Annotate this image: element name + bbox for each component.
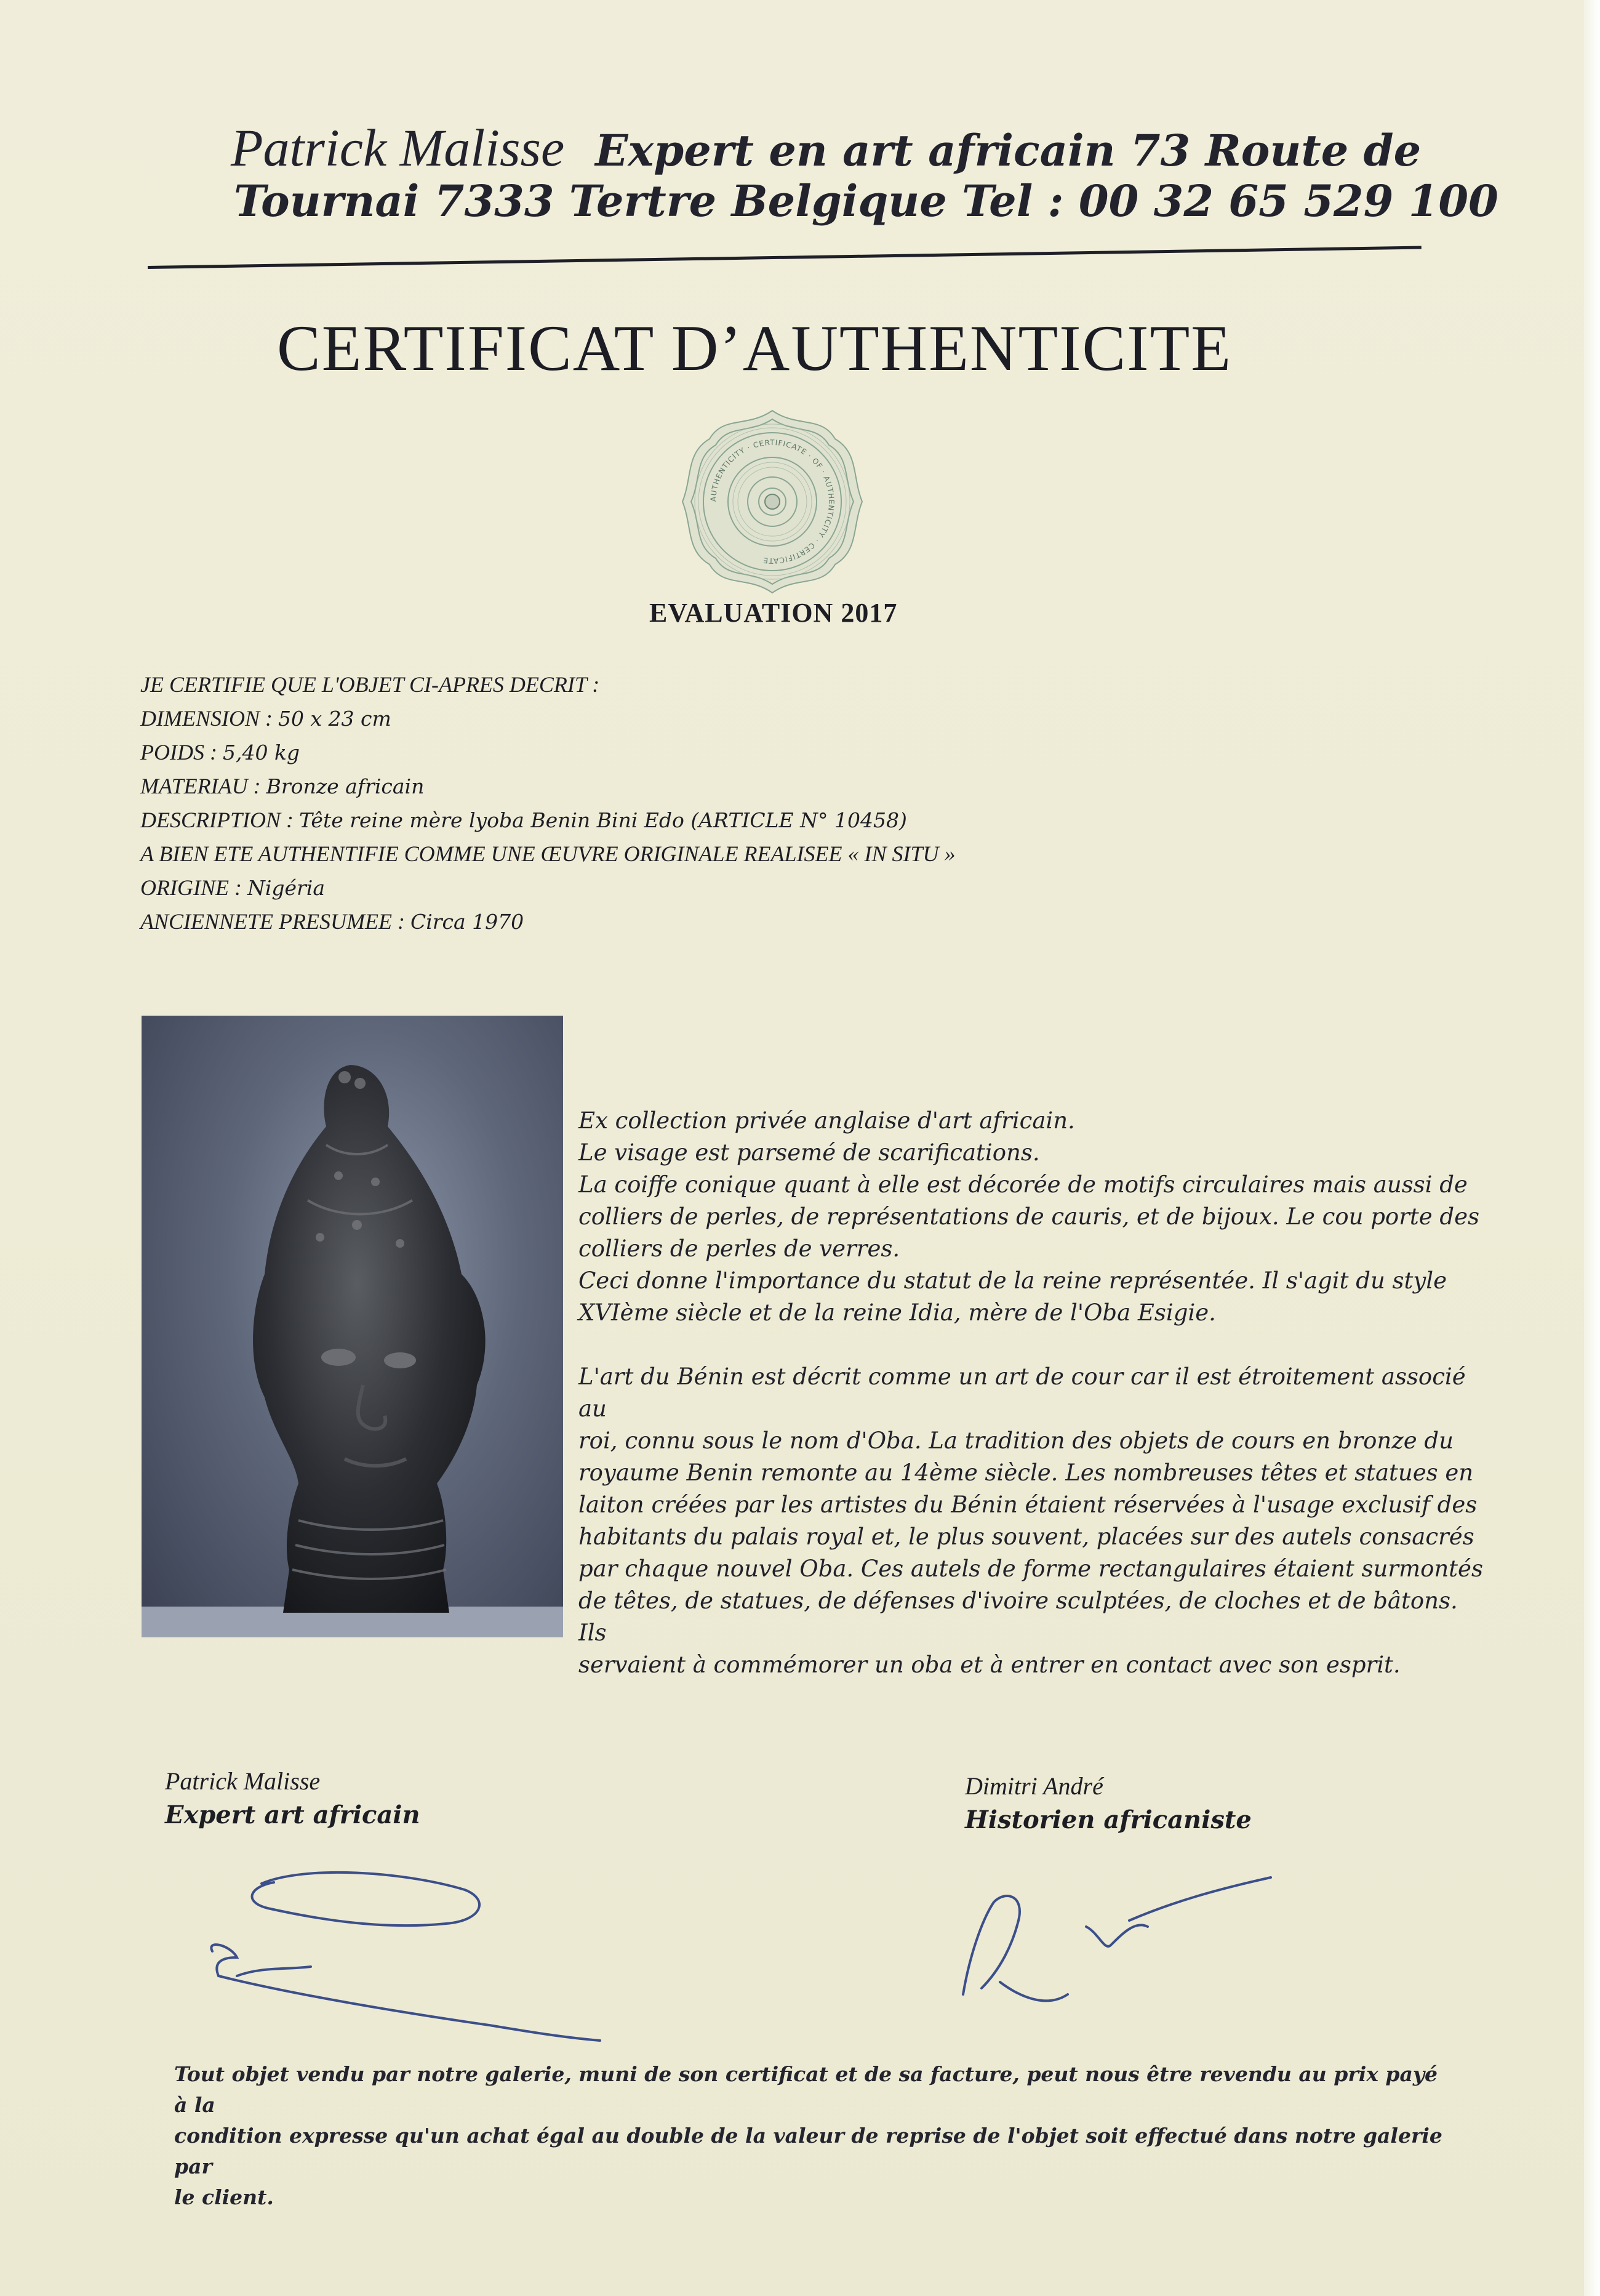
history-line: servaient à commémorer un oba et à entrer en contact avec son esprit. [578, 1652, 1401, 1678]
description-value: Tête reine mère lyoba Benin Bini Edo (ARTICLE N° 10458) [298, 808, 907, 832]
dimension-row [140, 702, 1248, 736]
signatory-right-title: Historien africaniste [965, 1805, 1252, 1834]
signature-right [926, 1853, 1308, 2037]
history-line: laiton créées par les artistes du Bénin étaient réservées à l'usage exclusif des [578, 1491, 1478, 1518]
material-label: MATERIAU : [140, 774, 266, 798]
description-line: colliers de perles, de représentations de cauris, et de bijoux. Le cou porte des [578, 1203, 1479, 1230]
history-line: roi, connu sous le nom d'Oba. La tradition des objets de cours en bronze du [578, 1427, 1454, 1454]
header-line-1 [231, 117, 1421, 179]
origin-row [140, 871, 1248, 905]
paragraph-gap [578, 1329, 1489, 1361]
bronze-head-photo [142, 1016, 563, 1637]
material-row [140, 769, 1248, 803]
weight-label: POIDS : [140, 740, 223, 765]
description-line: XVIème siècle et de la reine Idia, mère de l'Oba Esigie. [578, 1299, 1216, 1326]
dimension-value: 50 x 23 cm [278, 707, 391, 731]
expert-address-part1: Expert en art africain 73 Route de [595, 125, 1422, 176]
signatory-left-name: Patrick Malisse [165, 1767, 321, 1795]
footer-line: Tout objet vendu par notre galerie, muni de son certificat et de sa facture, peut nous être revendu au prix payé à la [174, 2062, 1438, 2117]
age-value: Circa 1970 [410, 910, 524, 934]
evaluation-year: EVALUATION 2017 [649, 598, 898, 628]
weight-row [140, 736, 1248, 769]
history-line: de têtes, de statues, de défenses d'ivoire sculptées, de cloches et de bâtons. Ils [578, 1588, 1458, 1646]
signature-left [169, 1853, 649, 2050]
certification-intro: JE CERTIFIE QUE L'OBJET CI-APRES DECRIT : [140, 672, 600, 697]
signatory-left-title: Expert art africain [165, 1800, 420, 1829]
signatory-right-name: Dimitri André [965, 1772, 1103, 1800]
description-line: Ceci donne l'importance du statut de la reine représentée. Il s'agit du style [578, 1267, 1447, 1294]
history-line: habitants du palais royal et, le plus souvent, placées sur des autels consacrés [578, 1523, 1474, 1550]
seal-text: AUTHENTICITY · CERTIFICATE · OF · AUTHENTICITY · CERTIFICATE [708, 438, 836, 566]
expert-name: Patrick Malisse [231, 118, 565, 177]
history-line: L'art du Bénin est décrit comme un art de cour car il est étroitement associé au [578, 1363, 1466, 1422]
weight-value: 5,40 kg [222, 741, 300, 765]
certificate-title: CERTIFICAT D’AUTHENTICITE [277, 312, 1233, 384]
dimension-label: DIMENSION : [140, 706, 278, 731]
object-description [578, 1105, 1489, 1681]
origin-label: ORIGINE : [140, 875, 247, 900]
footer-line: condition expresse qu'un achat égal au double de la valeur de reprise de l'objet soit effectué dans notre galerie par [174, 2124, 1442, 2178]
signatory-right [965, 1772, 1252, 1834]
material-value: Bronze africain [266, 774, 425, 798]
description-line: colliers de perles de verres. [578, 1235, 900, 1262]
description-line: Le visage est parsemé de scarifications. [578, 1139, 1040, 1166]
age-row [140, 905, 1248, 939]
description-line: La coiffe conique quant à elle est décorée de motifs circulaires mais aussi de [578, 1171, 1468, 1198]
origin-value: Nigéria [247, 876, 326, 900]
header-line-2: Tournai 7333 Tertre Belgique Tel : 00 32 65 529 100 [234, 175, 1498, 227]
authentication-statement: A BIEN ETE AUTHENTIFIE COMME UNE ŒUVRE ORIGINALE REALISEE « IN SITU » [140, 841, 956, 866]
resale-conditions [174, 2059, 1454, 2213]
description-row [140, 803, 1248, 837]
page-edge [1584, 0, 1600, 2296]
certification-details [140, 668, 1248, 939]
description-line: Ex collection privée anglaise d'art africain. [578, 1107, 1075, 1134]
certificate-seal-icon [674, 403, 871, 600]
footer-line: le client. [174, 2185, 274, 2209]
history-line: par chaque nouvel Oba. Ces autels de forme rectangulaires étaient surmontés [578, 1555, 1483, 1582]
history-line: royaume Benin remonte au 14ème siècle. Les nombreuses têtes et statues en [578, 1459, 1474, 1486]
signatory-left [165, 1767, 420, 1829]
age-label: ANCIENNETE PRESUMEE : [140, 909, 410, 934]
bronze-head-illustration [142, 1016, 563, 1637]
description-label: DESCRIPTION : [140, 808, 299, 832]
